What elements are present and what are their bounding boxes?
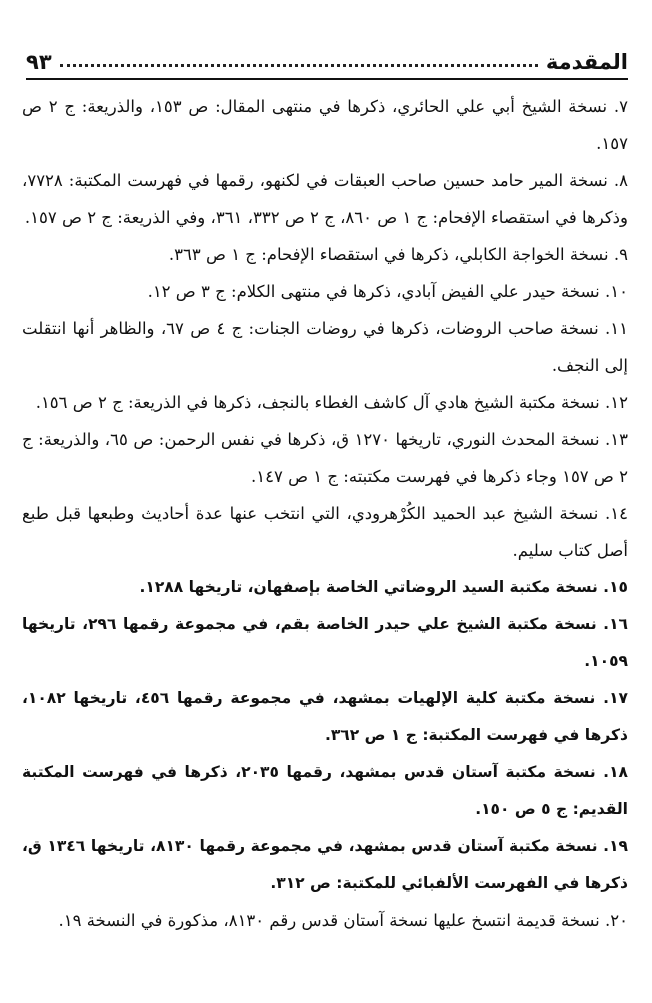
list-item xyxy=(22,828,628,902)
list-item-text: ١٨. نسخة مكتبة آستان قدس بمشهد، رقمها ٢٠٣٥، ذكرها في فهرست المكتبة القديم: ج ٥ ص ١٥٠. xyxy=(22,763,628,818)
list-item xyxy=(22,902,628,939)
list-item xyxy=(22,162,628,236)
list-item xyxy=(22,495,628,569)
list-item-text: ١٩. نسخة مكتبة آستان قدس بمشهد، في مجموعة رقمها ٨١٣٠، تاريخها ١٣٤٦ ق، ذكرها في الفهرست الألفبائي للمكتبة: ص ٣١٢. xyxy=(22,837,628,892)
list-item xyxy=(22,273,628,310)
running-header xyxy=(26,40,628,74)
list-item xyxy=(22,236,628,273)
list-item xyxy=(22,88,628,162)
list-item xyxy=(22,569,628,606)
list-item-text: ٧. نسخة الشيخ أبي علي الحائري، ذكرها في منتهى المقال: ص ١٥٣، والذريعة: ج ٢ ص ١٥٧. xyxy=(22,97,628,153)
header-rule xyxy=(26,78,628,80)
page-number: ٩٣ xyxy=(26,50,52,74)
list-item xyxy=(22,310,628,384)
list-item xyxy=(22,680,628,754)
list-item-text: ١٦. نسخة مكتبة الشيخ علي حيدر الخاصة بقم، في مجموعة رقمها ٢٩٦، تاريخها ١٠٥٩. xyxy=(22,615,628,670)
list-item-text: ١٥. نسخة مكتبة السيد الروضاتي الخاصة بإصفهان، تاريخها ١٢٨٨. xyxy=(139,578,628,596)
list-item-text: ١٠. نسخة حيدر علي الفيض آبادي، ذكرها في منتهى الكلام: ج ٣ ص ١٢. xyxy=(147,282,628,301)
list-item-text: ١٣. نسخة المحدث النوري، تاريخها ١٢٧٠ ق، ذكرها في نفس الرحمن: ص ٦٥، والذريعة: ج ٢ ص ١٥٧ وجاء ذكرها في فهرست مكتبته: ج ١ ص ١٤٧. xyxy=(22,430,629,486)
list-item-text: ١٤. نسخة الشيخ عبد الحميد الكُرْهرودي، التي انتخب عنها عدة أحاديث وطبعها قبل طبع أصل كتاب سليم. xyxy=(22,504,628,560)
list-item-text: ٩. نسخة الخواجة الكابلي، ذكرها في استقصاء الإفحام: ج ١ ص ٣٦٣. xyxy=(168,245,628,264)
manuscript-list xyxy=(22,88,628,939)
list-item xyxy=(22,606,628,680)
list-item xyxy=(22,754,628,828)
list-item xyxy=(22,421,628,495)
list-item-text: ٢٠. نسخة قديمة انتسخ عليها نسخة آستان قدس رقم ٨١٣٠، مذكورة في النسخة ١٩. xyxy=(58,911,628,930)
list-item-text: ٨. نسخة المير حامد حسين صاحب العبقات في لكنهو، رقمها في فهرست المكتبة: ٧٧٢٨، وذكرها في استقصاء الإفحام: ج ١ ص ٨٦٠، ج ٢ ص ٣٣٢، ٣٦١، وفي الذريعة: ج ٢ ص ١٥٧. xyxy=(22,171,628,227)
list-item-text: ١٧. نسخة مكتبة كلية الإلهيات بمشهد، في مجموعة رقمها ٤٥٦، تاريخها ١٠٨٢، ذكرها في فهرست المكتبة: ج ١ ص ٣٦٢. xyxy=(22,689,628,744)
list-item xyxy=(22,384,628,421)
list-item-text: ١٢. نسخة مكتبة الشيخ هادي آل كاشف الغطاء بالنجف، ذكرها في الذريعة: ج ٢ ص ١٥٦. xyxy=(35,393,628,412)
list-item-text: ١١. نسخة صاحب الروضات، ذكرها في روضات الجنات: ج ٤ ص ٦٧، والظاهر أنها انتقلت إلى النجف. xyxy=(22,319,628,375)
header-dot-leader xyxy=(60,64,538,67)
chapter-title: المقدمة xyxy=(545,50,628,74)
